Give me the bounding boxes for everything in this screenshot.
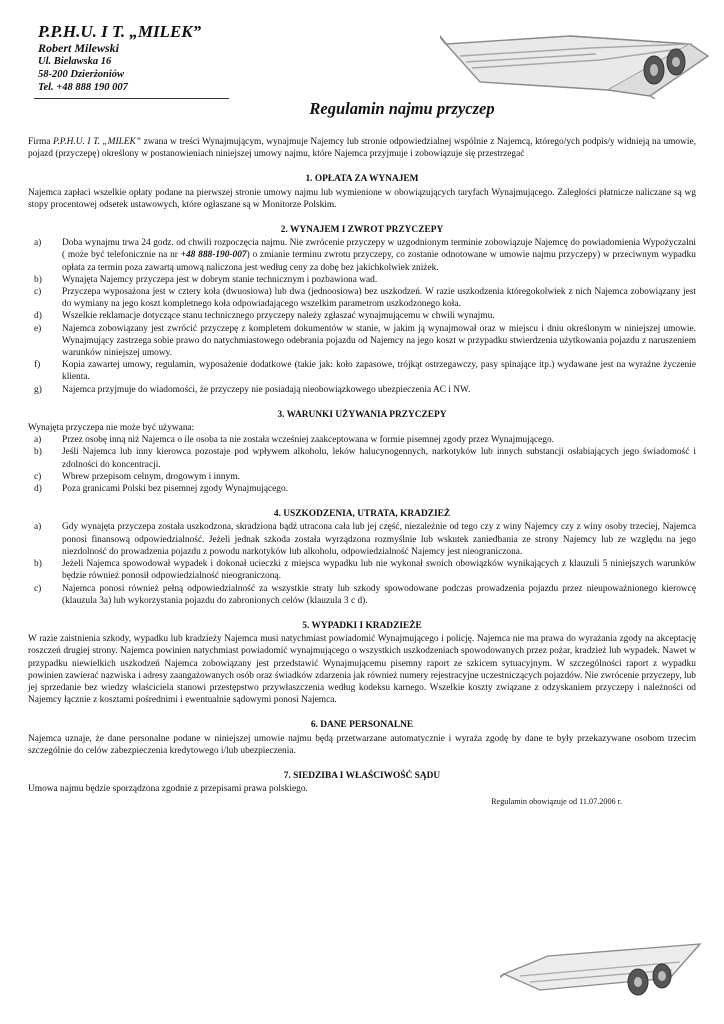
section-heading: 2. WYNAJEM I ZWROT PRZYCZEPY xyxy=(280,225,444,236)
list-item: a) Doba wynajmu trwa 24 godz. od chwili rozpoczęcia najmu. Nie zwrócenie przyczepy w uzgodnionym terminie zobowiązuje Najemcę do powiadomienia Wypożyczalni ( może być telefonicznie na nr +48 888-190-007) o zmianie terminu zwrotu przyczepy, co zostanie odnotowane w umowie najmu przyczepy) w przeciwnym wypadku opłata za termin poza zawartą umową naliczona jest według ceny za dobę bez jakichkolwiek zniżek. xyxy=(34,238,696,273)
section-intro: Wynajęta przyczepa nie może być używana: xyxy=(28,423,195,434)
page-title: Regulamin najmu przyczep xyxy=(309,99,495,118)
company-header xyxy=(38,22,288,94)
owner-name: Robert Milewski xyxy=(38,41,120,55)
list-item: f) Kopia zawartej umowy, regulamin, wyposażenie dodatkowe (takie jak: koło zapasowe, trójkąt ostrzegawczy, pasy spinające itp.) wydawane jest na wyraźne życzenie klienta. xyxy=(34,360,696,383)
list-item: d) Wszelkie reklamacje dotyczące stanu technicznego przyczepy należy zgłaszać wynajmującemu w chwili wynajmu. xyxy=(34,311,495,322)
intro-text: zwana w treści Wynajmującym, wynajmuje Najemcy lub stronie odpowiedzialnej wspólnie z Najemcą, którego/ych podpis/y widnieją na umowie, pojazd (przyczepę) określony w postanowieniach niniejszej umowy najmu, które Najemca przyjmuje i zobowiązuje się przestrzegać xyxy=(28,137,696,160)
list-item: c) Przyczepa wyposażona jest w cztery koła (dwuosiowa) lub dwa (jednoosiowa) bez uszkodzeń. W razie uszkodzenia któregokolwiek z nich Najemca zobowiązany jest do wymiany na jego koszt kompletnego koła odpowiadającego wszelkim parametrom uszkodzonego koła. xyxy=(34,287,696,310)
section-heading: 1. OPŁATA ZA WYNAJEM xyxy=(305,174,419,185)
section-heading: 4. USZKODZENIA, UTRATA, KRADZIEŻ xyxy=(273,509,451,520)
section-text: W razie zaistnienia szkody, wypadku lub kradzieży Najemca musi natychmiast powiadomić Wynajmującego i policję. Najemca nie ma prawa do wyrażania zgody na akceptację roszczeń drugiej strony. Najemca powinien natychmiast powiadomić wynajmującego o wszystkich uszkodzeniach spowodowanych przez pożar, kradzież lub wypadek. Nawet w przypadku niewielkich uszkodzeń Najemca zobowiązany jest przedstawić Wynajmującemu pisemny raport ze szkicem sytuacyjnym. W szczególności raport z wypadku powinien zawierać nazwiska i adresy zaangażowanych osób oraz świadków zdarzenia jak również numery rejestracyjne uczestniczących pojazdów. Nie zwrócenie przyczepy, lub jej sprzedanie bez wiedzy właściciela stanowi przestępstwo przywłaszczenia według kodeksu karnego. Wszelkie koszty związane z odzyskaniem przyczepy i należności od Najemcy łącznie z kosztami pośrednimi i ewentualnie sądowymi ponosi Najemca. xyxy=(28,634,696,706)
list-item: c) Wbrew przepisom celnym, drogowym i innym. xyxy=(34,471,240,482)
section-list xyxy=(28,434,696,495)
intro-company: P.P.H.U. I T. „MILEK” xyxy=(52,137,142,147)
list-item: g) Najemca przyjmuje do wiadomości, że przyczepy nie posiadają nieobowiązkowego ubezpieczenia AC i NW. xyxy=(34,384,471,395)
section-heading: 3. WARUNKI UŻYWANIA PRZYCZEPY xyxy=(277,409,447,420)
list-item: b) Wynajęta Najemcy przyczepa jest w dobrym stanie technicznym i pozbawiona wad. xyxy=(34,274,378,285)
section-heading: 7. SIEDZIBA I WŁAŚCIWOŚĆ SĄDU xyxy=(283,770,441,781)
list-item: b) Jeśli Najemca lub inny kierowca pozostaje pod wpływem alkoholu, leków halucynogennych, narkotyków lub innych substancji osłabiających jego świadomość i zdolności do koncentracji. xyxy=(34,447,696,470)
list-item: d) Poza granicami Polski bez pisemnej zgody Wynajmującego. xyxy=(34,484,289,495)
section-list xyxy=(28,521,696,606)
car-trailer-illustration xyxy=(440,4,710,99)
section-text: Najemca zapłaci wszelkie opłaty podane na pierwszej stronie umowy najmu lub wymienione w obowiązujących taryfach Wynajmującego. Zaległości płatnicze naliczane są wg stopy procentowej odsetek ustawowych, które ogłaszane są w Monitorze Polskim. xyxy=(28,187,696,210)
list-item: c) Najemca ponosi również pełną odpowiedzialność za wszystkie straty lub szkody spowodowane podczas prowadzenia pojazdu przez nieupoważnionego kierowcę (klauzula 3a) lub wykorzystania pojazdu do zabronionych celów (klauzula 3 c d). xyxy=(34,583,696,606)
section-text: Umowa najmu będzie sporządzona zgodnie z przepisami prawa polskiego. xyxy=(28,784,308,795)
list-item: b) Jeżeli Najemca spowodował wypadek i dokonał ucieczki z miejsca wypadku lub nie wykonał swoich obowiązków wynikających z klauzuli 5 niniejszych warunków będzie również ponosił odpowiedzialność nieograniczoną. xyxy=(34,559,696,582)
section-text: Najemca uznaje, że dane personalne podane w niniejszej umowie najmu będą przetwarzane automatycznie i wyraża zgodę by dane te były przekazywane osobom trzecim szczególnie do celów zabezpieczenia kredytowego i/lub ubezpieczenia. xyxy=(28,733,696,756)
section-heading: 6. DANE PERSONALNE xyxy=(310,720,414,731)
car-trailer-illustration-bottom xyxy=(500,918,710,1010)
section-list xyxy=(28,237,696,396)
list-item: a) Przez osobę inną niż Najemca o ile osoba ta nie została wcześniej zaakceptowana w formie pisemnej zgody przez Wynajmującego. xyxy=(34,435,555,446)
phone-number: Tel. +48 888 190 007 xyxy=(38,82,128,93)
rental-phone: +48 888-190-007 xyxy=(180,250,247,261)
intro-prefix: Firma xyxy=(28,137,53,147)
street-address: Ul. Bielawska 16 xyxy=(38,56,112,67)
effective-date: Regulamin obowiązuje od 11.07.2006 r. xyxy=(491,797,622,807)
list-item: e) Najemca zobowiązany jest zwrócić przyczepę z kompletem dokumentów w stanie, w jakim ją wynajmował oraz w miejscu i dniu określonym w niniejszej umowie. Wynajmujący zastrzega sobie prawo do natychmiastowego odebrania pojazdu od Najemcy na jego koszt w przypadku stwierdzenia użytkowania pojazdu z naruszeniem warunków niniejszej umowy. xyxy=(34,323,696,359)
list-item: a) Gdy wynajęta przyczepa została uszkodzona, skradziona bądź utracona cała lub jej część, niezależnie od tego czy z winy Najemcy czy z winy osoby trzeciej, Najemca ponosi finansową odpowiedzialność. Jeżeli jednak szkoda została wyrządzona rozmyślnie lub wskutek zaniedbania ze strony Najemcy lub ze względu na jego niezdolność do prowadzenia pojazdu z powodu narkotyków lub alkoholu, odpowiedzialność Najemcy jest nieograniczona. xyxy=(34,522,696,557)
company-name: P.P.H.U. I T. „MILEK” xyxy=(38,22,202,41)
document-body xyxy=(28,136,696,809)
intro-paragraph xyxy=(28,136,696,160)
city-address: 58-200 Dzierżoniów xyxy=(38,69,125,80)
section-heading: 5. WYPADKI I KRADZIEŻE xyxy=(302,620,422,631)
